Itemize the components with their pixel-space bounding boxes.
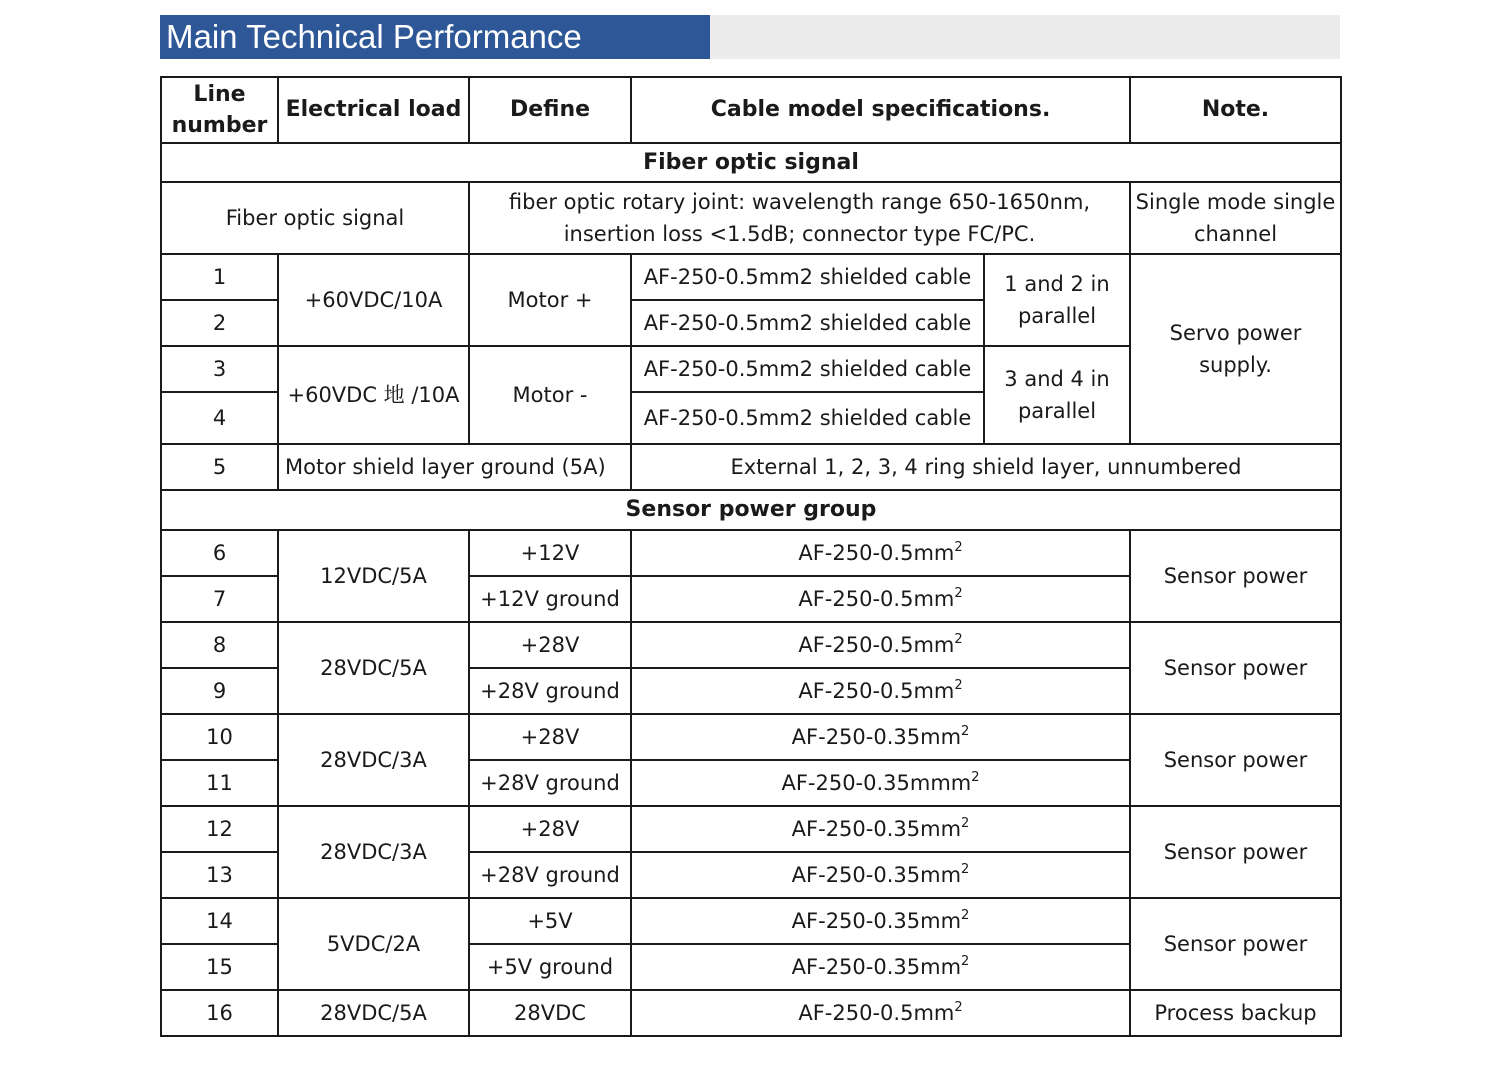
header-row [161, 77, 1341, 143]
superscript: 2 [954, 678, 963, 693]
define: Motor + [469, 254, 631, 346]
cable-spec [631, 576, 1130, 622]
define: +28V ground [469, 760, 631, 806]
electrical-load: +60VDC 地 /10A [278, 346, 469, 444]
cable-spec: AF-250-0.5mm2 shielded cable [631, 300, 984, 346]
parallel-note-line2: parallel [1017, 304, 1097, 328]
line-number: 8 [161, 622, 278, 668]
section-title-sensor: Sensor power group [161, 490, 1341, 530]
parallel-note-line2: parallel [1017, 399, 1097, 423]
table-row [161, 254, 1341, 300]
fiber-label: Fiber optic signal [161, 182, 469, 254]
line-number: 11 [161, 760, 278, 806]
define: +28V [469, 806, 631, 852]
line-number: 16 [161, 990, 278, 1036]
table-row [161, 444, 1341, 490]
superscript: 2 [971, 770, 980, 785]
line-number: 14 [161, 898, 278, 944]
header-cable-model: Cable model specifications. [631, 77, 1130, 143]
table-row [161, 714, 1341, 760]
cable-spec [631, 944, 1130, 990]
note: Sensor power [1130, 622, 1341, 714]
electrical-load: 12VDC/5A [278, 530, 469, 622]
note: Sensor power [1130, 898, 1341, 990]
define: +5V ground [469, 944, 631, 990]
table-row [161, 898, 1341, 944]
page-title: Main Technical Performance [160, 15, 710, 59]
cable-spec [631, 760, 1130, 806]
cable-spec [631, 668, 1130, 714]
servo-note-line2: supply. [1199, 353, 1272, 377]
shield-label: Motor shield layer ground (5A) [278, 444, 631, 490]
header-note: Note. [1130, 77, 1341, 143]
superscript: 2 [961, 908, 970, 923]
cable-spec: AF-250-0.5mm2 shielded cable [631, 254, 984, 300]
define: +28V ground [469, 668, 631, 714]
cable-spec-text: AF-250-0.35mm [791, 909, 962, 933]
note: Sensor power [1130, 806, 1341, 898]
define: +28V [469, 622, 631, 668]
fiber-note-line2: channel [1193, 222, 1278, 246]
electrical-load: 28VDC/5A [278, 622, 469, 714]
line-number: 5 [161, 444, 278, 490]
fiber-spec [469, 182, 1130, 254]
note: Sensor power [1130, 714, 1341, 806]
fiber-spec-line2: insertion loss <1.5dB; connector type FC/PC. [563, 222, 1036, 246]
header-electrical-load: Electrical load [278, 77, 469, 143]
line-number: 6 [161, 530, 278, 576]
cable-spec-text: AF-250-0.35mmm [781, 771, 972, 795]
fiber-note-line1: Single mode single [1135, 190, 1336, 214]
shield-desc: External 1, 2, 3, 4 ring shield layer, unnumbered [631, 444, 1341, 490]
line-number: 9 [161, 668, 278, 714]
electrical-load: +60VDC/10A [278, 254, 469, 346]
servo-note-line1: Servo power [1169, 321, 1302, 345]
note: Process backup [1130, 990, 1341, 1036]
section-row [161, 490, 1341, 530]
define: +12V [469, 530, 631, 576]
cable-spec-text: AF-250-0.5mm [798, 541, 955, 565]
table-row [161, 806, 1341, 852]
section-title-fiber: Fiber optic signal [161, 143, 1341, 182]
table-row [161, 622, 1341, 668]
cable-spec [631, 990, 1130, 1036]
cable-spec-text: AF-250-0.5mm [798, 1001, 955, 1025]
cable-spec: AF-250-0.5mm2 shielded cable [631, 346, 984, 392]
cable-spec: AF-250-0.5mm2 shielded cable [631, 392, 984, 444]
note: Sensor power [1130, 530, 1341, 622]
fiber-note [1130, 182, 1341, 254]
line-number: 12 [161, 806, 278, 852]
define: 28VDC [469, 990, 631, 1036]
cable-spec [631, 806, 1130, 852]
cable-spec-text: AF-250-0.35mm [791, 863, 962, 887]
cable-spec [631, 852, 1130, 898]
header-line-number-part1: Line [193, 82, 246, 107]
cable-spec [631, 530, 1130, 576]
cable-spec [631, 714, 1130, 760]
header-line-number [161, 77, 278, 143]
parallel-note-line1: 3 and 4 in [1004, 367, 1110, 391]
line-number: 10 [161, 714, 278, 760]
technical-performance-table [160, 76, 1342, 1037]
cable-spec-text: AF-250-0.35mm [791, 725, 962, 749]
superscript: 2 [954, 632, 963, 647]
cable-spec-text: AF-250-0.35mm [791, 955, 962, 979]
define: +5V [469, 898, 631, 944]
cable-spec-text: AF-250-0.35mm [791, 817, 962, 841]
cable-spec-text: AF-250-0.5mm [798, 587, 955, 611]
header-define: Define [469, 77, 631, 143]
superscript: 2 [961, 954, 970, 969]
table-row [161, 182, 1341, 254]
line-number: 7 [161, 576, 278, 622]
define: +28V [469, 714, 631, 760]
cable-spec-text: AF-250-0.5mm [798, 679, 955, 703]
cable-spec [631, 898, 1130, 944]
table-row [161, 990, 1341, 1036]
electrical-load: 28VDC/5A [278, 990, 469, 1036]
section-row [161, 143, 1341, 182]
parallel-note [984, 254, 1130, 346]
electrical-load: 28VDC/3A [278, 714, 469, 806]
parallel-note-line1: 1 and 2 in [1004, 272, 1110, 296]
electrical-load: 28VDC/3A [278, 806, 469, 898]
servo-note [1130, 254, 1341, 444]
define: +12V ground [469, 576, 631, 622]
line-number: 15 [161, 944, 278, 990]
line-number: 1 [161, 254, 278, 300]
line-number: 2 [161, 300, 278, 346]
define: +28V ground [469, 852, 631, 898]
superscript: 2 [954, 586, 963, 601]
superscript: 2 [961, 724, 970, 739]
header-line-number-part2: number [171, 113, 268, 138]
fiber-spec-line1: fiber optic rotary joint: wavelength range 650-1650nm, [508, 190, 1091, 214]
electrical-load: 5VDC/2A [278, 898, 469, 990]
line-number: 4 [161, 392, 278, 444]
title-banner [160, 15, 1340, 59]
cable-spec-text: AF-250-0.5mm [798, 633, 955, 657]
superscript: 2 [961, 862, 970, 877]
table-row [161, 530, 1341, 576]
superscript: 2 [961, 816, 970, 831]
cable-spec [631, 622, 1130, 668]
superscript: 2 [954, 1000, 963, 1015]
line-number: 3 [161, 346, 278, 392]
superscript: 2 [954, 540, 963, 555]
line-number: 13 [161, 852, 278, 898]
define: Motor - [469, 346, 631, 444]
parallel-note [984, 346, 1130, 444]
